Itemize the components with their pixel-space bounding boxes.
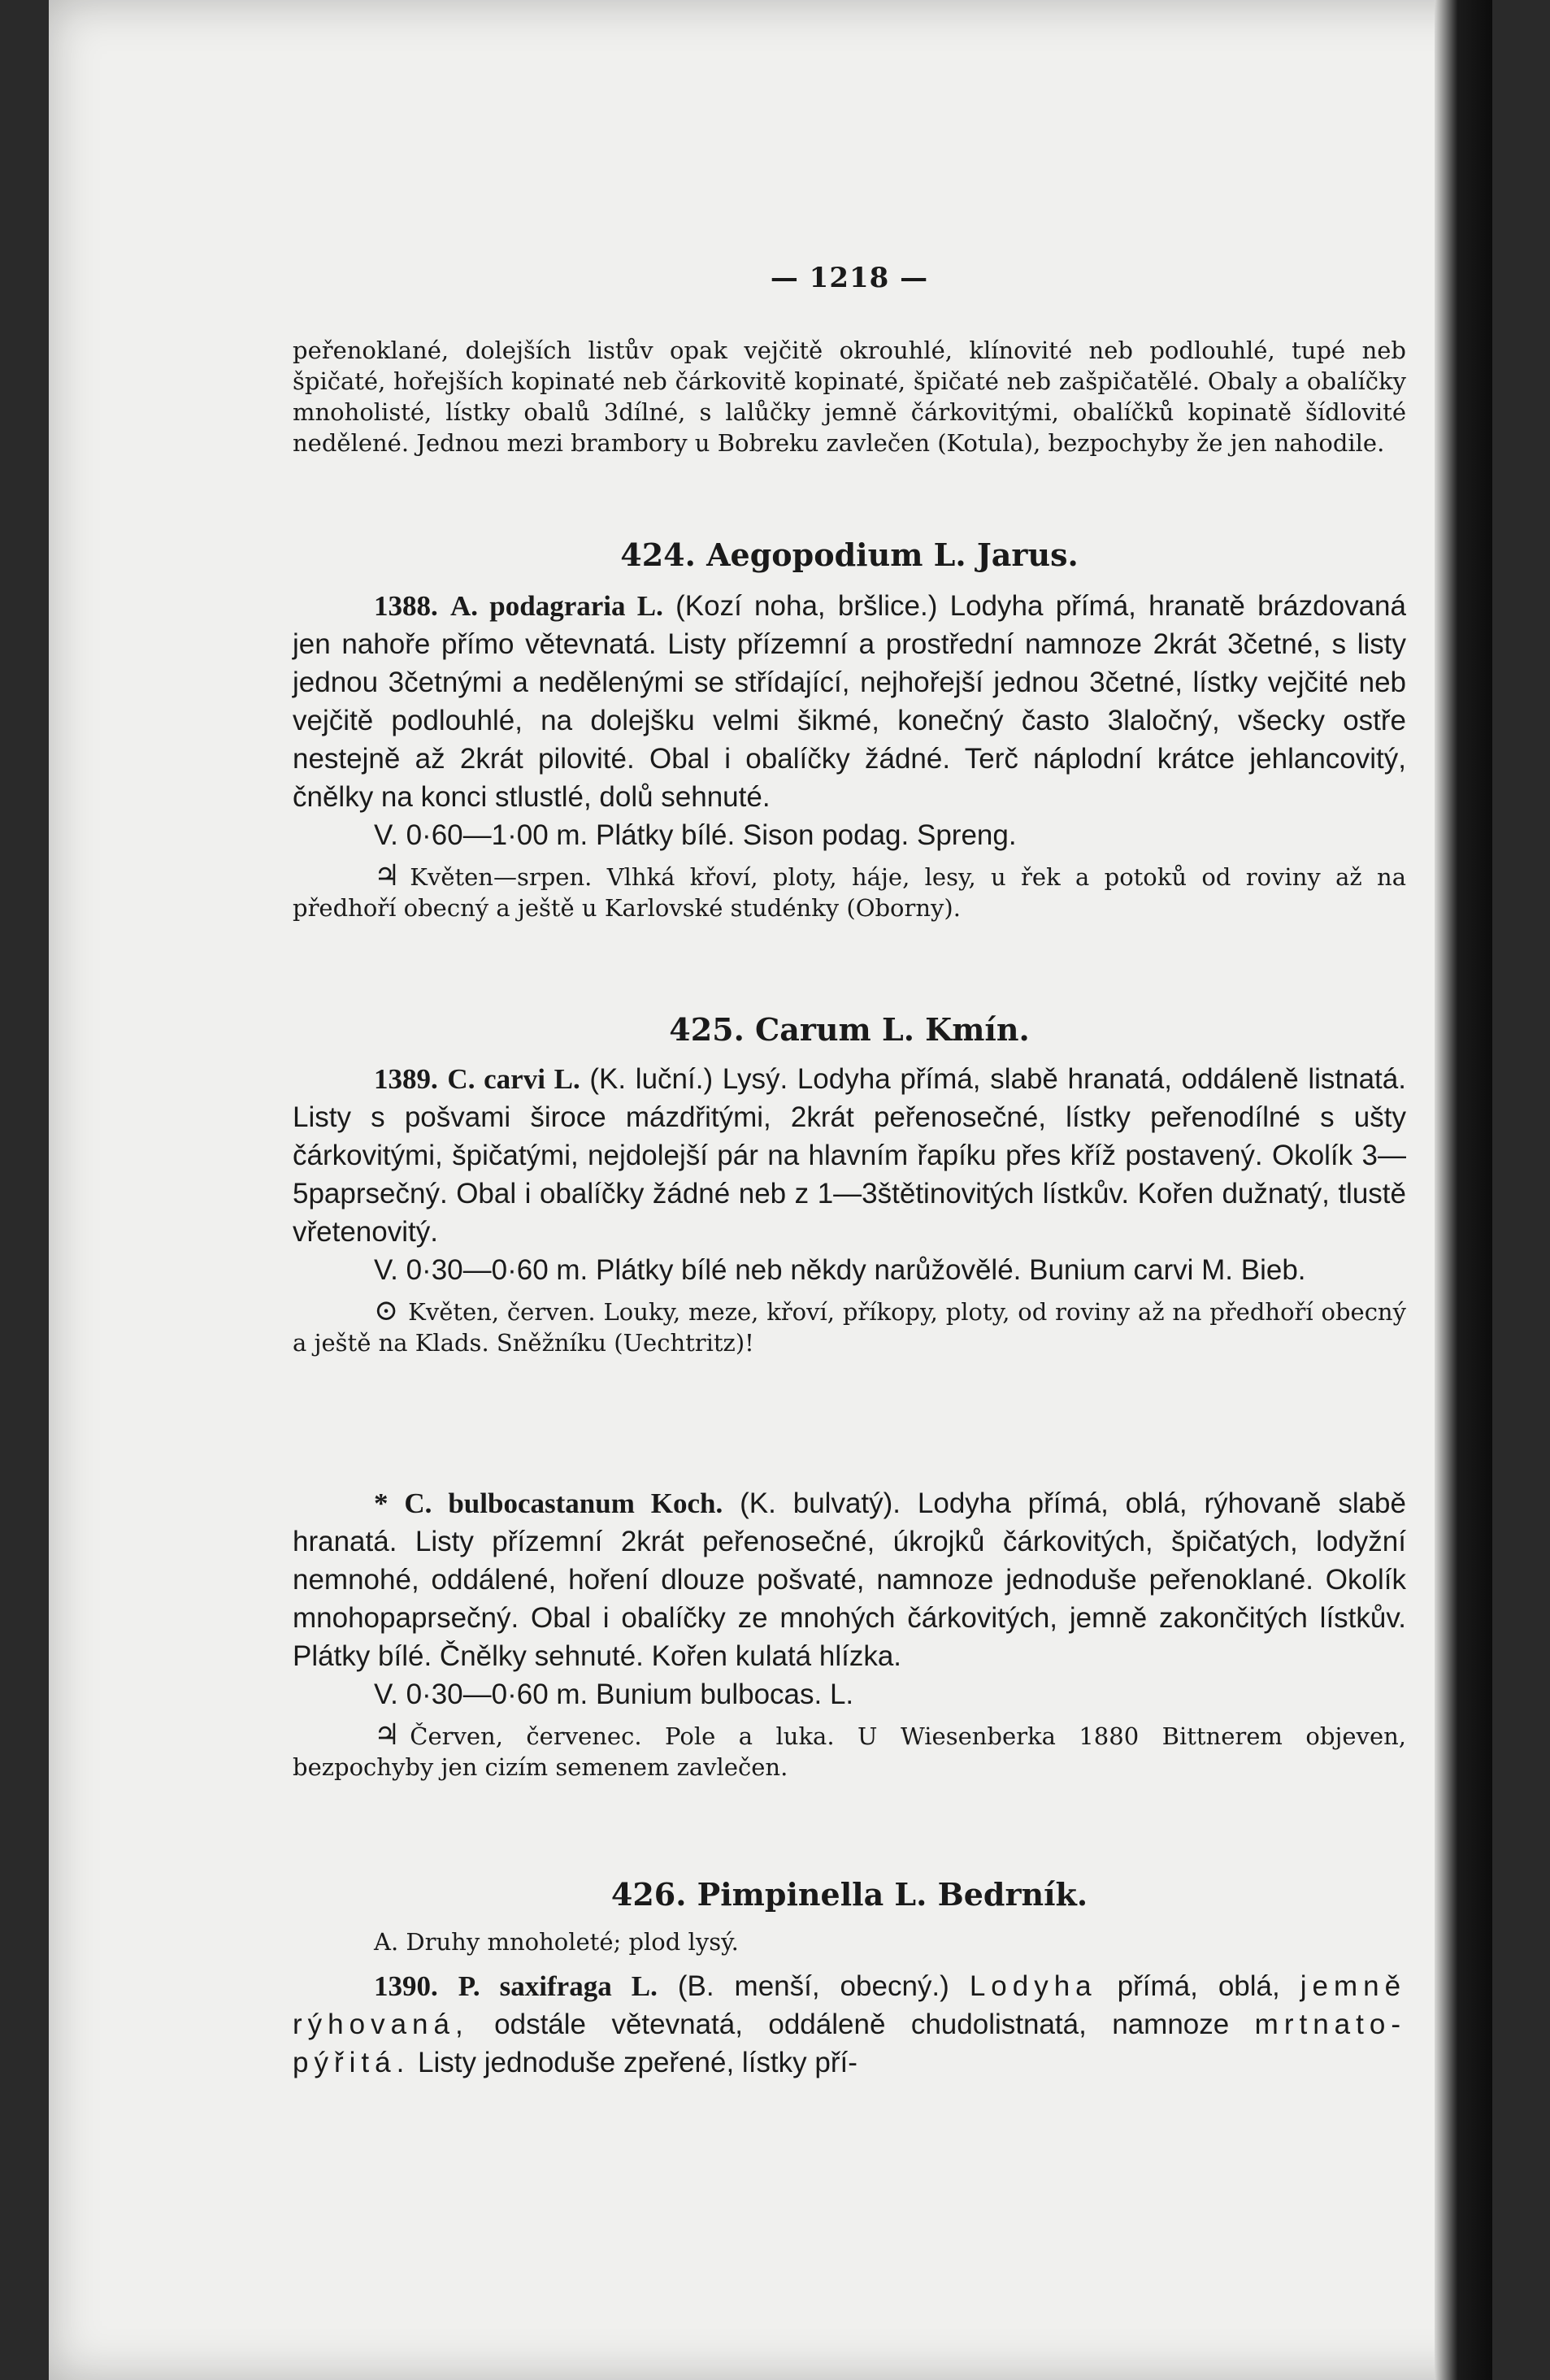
bulbocastanum-description bbox=[293, 1484, 1406, 1675]
bulbocastanum-habitat bbox=[293, 1720, 1406, 1783]
habitat-text: Květen—srpen. Vlhká křoví, ploty, háje, lesy, u řek a potoků od roviny až na předhoří obecný a ještě u Karlovské studénky (Oborny). bbox=[293, 863, 1406, 922]
species-1388-habitat bbox=[293, 861, 1406, 923]
genus-heading-426: 426. Pimpinella L. Bedrník. bbox=[610, 1876, 1088, 1913]
species-1389-size: V. 0·30—0·60 m. Plátky bílé neb někdy narůžovělé. Bunium carvi M. Bieb. bbox=[374, 1254, 1306, 1286]
biennial-symbol-icon: ⊙ bbox=[374, 1294, 399, 1327]
page-number: — 1218 — bbox=[770, 262, 929, 294]
species-text: (K. luční.) Lysý. Lodyha přímá, slabě hranatá, oddáleně listnatá. Listy s pošvami široce mázdřitými, 2krát peřenosečné, lístky peřenodílné s ušty čárkovitými, špičatými, nejdolejší pár na hlavním řapíku přes kříž postavený. Okolík 3—5paprsečný. Obal i obalíčky žádné neb z 1—3štětinovitých lístkův. Kořen dužnatý, tlustě vřetenovitý. bbox=[293, 1063, 1406, 1248]
species-number: 1389. bbox=[374, 1063, 438, 1095]
species-name: C. carvi L. bbox=[447, 1063, 580, 1095]
intro-paragraph: peřenoklané, dolejších listův opak vejčitě okrouhlé, klínovité neb podlouhlé, tupé neb špičaté, hořejších kopinaté neb čárkovitě kopinaté, špičaté neb zašpičatělé. Obaly a obalíčky mnoholisté, lístky obalů 3dílné, s lalůčky jemně čárkovitými, obalíčků kopinatě šídlovité nedělené. Jednou mezi brambory u Bobreku zavlečen (Kotula), bezpochyby že jen nahodile. bbox=[293, 337, 1406, 457]
genus-heading-424: 424. Aegopodium L. Jarus. bbox=[620, 536, 1079, 573]
species-text: (Kozí noha, bršlice.) Lodyha přímá, hranatě brázdovaná jen nahoře přímo větevnatá. Listy přízemní a prostřední namnoze 2krát 3četné, s listy jednou 3četnými a nedělenými se střídající, nejhořejší jednou 3četné, lístky vejčité neb vejčitě podlouhlé, na dolejšku velmi šikmé, konečný často 3laločný, všecky ostře nestejně až 2krát pilovité. Obal i obalíčky žádné. Terč náplodní krátce jehlancovitý, čnělky na konci stlustlé, dolů sehnuté. bbox=[293, 590, 1406, 813]
spaced-term: mrtnato-pýřitá. bbox=[293, 2009, 1406, 2078]
species-number: 1390. bbox=[374, 1970, 438, 2002]
species-1388-size: V. 0·60—1·00 m. Plátky bílé. Sison podag. Spreng. bbox=[374, 819, 1017, 851]
species-text: Listy jednoduše zpeřené, lístky pří- bbox=[418, 2047, 857, 2078]
species-number: 1388. bbox=[374, 590, 438, 622]
species-1388-description bbox=[293, 587, 1406, 816]
species-1389-description bbox=[293, 1060, 1406, 1251]
habitat-text: Květen, červen. Louky, meze, křoví, příkopy, ploty, od roviny až na předhoří obecný a ještě na Klads. Sněžníku (Uechtritz)! bbox=[293, 1298, 1406, 1357]
habitat-text: Červen, červenec. Pole a luka. U Wiesenberka 1880 Bittnerem objeven, bezpochyby jen cizím semenem zavlečen. bbox=[293, 1722, 1406, 1781]
scanned-page bbox=[49, 0, 1492, 2380]
intro-paragraph-block bbox=[293, 335, 1406, 458]
group-a-heading: A. Druhy mnoholeté; plod lysý. bbox=[374, 1928, 739, 1956]
species-1388 bbox=[293, 587, 1406, 923]
species-bulbocastanum bbox=[293, 1484, 1406, 1783]
species-1389 bbox=[293, 1060, 1406, 1358]
perennial-symbol-icon: ♃ bbox=[374, 1718, 401, 1752]
spaced-term: Lodyha bbox=[969, 1970, 1097, 2002]
perennial-symbol-icon: ♃ bbox=[374, 859, 401, 892]
genus-425-block bbox=[293, 1011, 1406, 1048]
species-1390-description bbox=[293, 1967, 1406, 2082]
group-a-block bbox=[293, 1926, 1406, 1957]
genus-424-block bbox=[293, 536, 1406, 573]
species-1389-habitat bbox=[293, 1296, 1406, 1358]
species-name: * C. bulbocastanum Koch. bbox=[374, 1488, 723, 1519]
page-edge-shadow bbox=[1435, 0, 1492, 2380]
species-text: odstále větevnatá, oddáleně chudolistnatá, namnoze bbox=[494, 2009, 1230, 2040]
species-1390 bbox=[293, 1967, 1406, 2082]
genus-heading-425: 425. Carum L. Kmín. bbox=[669, 1011, 1030, 1048]
bulbocastanum-size: V. 0·30—0·60 m. Bunium bulbocas. L. bbox=[374, 1679, 854, 1710]
species-name: P. saxifraga L. bbox=[458, 1970, 658, 2002]
species-text: (B. menší, obecný.) bbox=[677, 1970, 949, 2002]
spaced-term: jemně rýhovaná, bbox=[293, 1970, 1407, 2040]
species-name: A. podagraria L. bbox=[450, 590, 663, 622]
genus-426-block bbox=[293, 1876, 1406, 1913]
species-text: (K. bulvatý). Lodyha přímá, oblá, rýhovaně slabě hranatá. Listy přízemní 2krát peřenosečné, úkrojků čárkovitých, špičatých, lodyžní nemnohé, oddálené, hoření dlouze pošvaté, namnoze jednoduše peřenoklané. Okolík mnohopaprsečný. Obal i obalíčky ze mnohých čárkovitých, jemně zakončitých lístkův. Plátky bílé. Čnělky sehnuté. Kořen kulatá hlízka. bbox=[293, 1488, 1406, 1672]
species-text: přímá, oblá, bbox=[1117, 1970, 1280, 2002]
